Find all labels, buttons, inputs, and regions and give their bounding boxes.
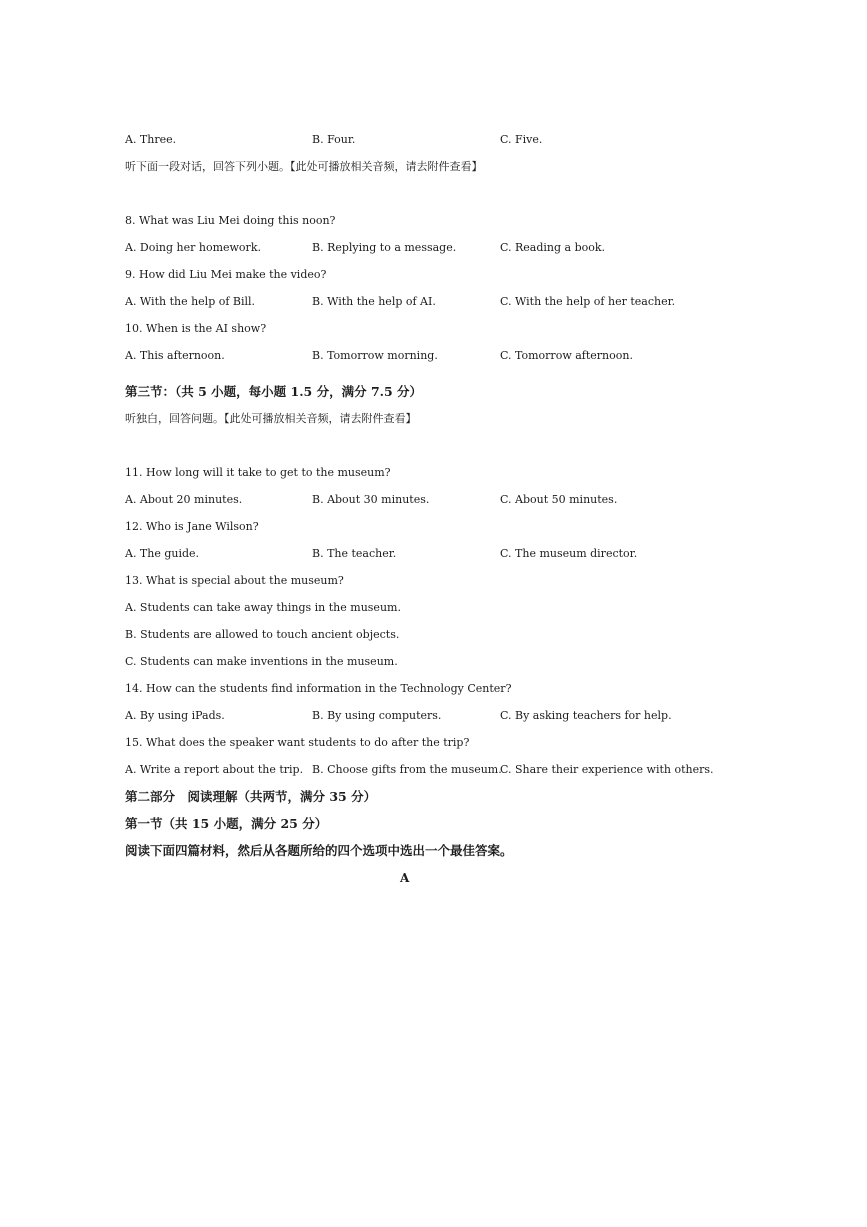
q14-option-a: A. By using iPads. bbox=[125, 709, 225, 722]
q15-option-a: A. Write a report about the trip. bbox=[125, 763, 304, 776]
q12-option-b: B. The teacher. bbox=[312, 547, 397, 560]
q12-option-c: C. The museum director. bbox=[500, 547, 638, 560]
q15-option-c: C. Share their experience with others. bbox=[500, 763, 714, 776]
q9-option-b: B. With the help of AI. bbox=[312, 295, 436, 308]
question-15: 15. What does the speaker want students to do after the trip? bbox=[125, 736, 470, 749]
reading-instruction: 阅读下面四篇材料，然后从各题所给的四个选项中选出一个最佳答案。 bbox=[125, 843, 513, 858]
question-14: 14. How can the students find information in the Technology Center? bbox=[125, 682, 512, 695]
q14-option-b: B. By using computers. bbox=[312, 709, 442, 722]
q9-option-a: A. With the help of Bill. bbox=[125, 295, 256, 308]
q13-option-a: A. Students can take away things in the museum. bbox=[125, 601, 401, 614]
q8-option-c: C. Reading a book. bbox=[500, 241, 606, 254]
section-3-heading: 第三节：（共 5 小题，每小题 1.5 分，满分 7.5 分） bbox=[125, 384, 423, 399]
q13-option-b: B. Students are allowed to touch ancient objects. bbox=[125, 628, 400, 641]
q14-option-c: C. By asking teachers for help. bbox=[500, 709, 672, 722]
question-11: 11. How long will it take to get to the museum? bbox=[125, 466, 391, 479]
dialogue-instruction: 听下面一段对话，回答下列小题。【此处可播放相关音频，请去附件查看】 bbox=[125, 160, 483, 173]
q9-option-c: C. With the help of her teacher. bbox=[500, 295, 676, 308]
q10-option-a: A. This afternoon. bbox=[125, 349, 225, 362]
q10-option-c: C. Tomorrow afternoon. bbox=[500, 349, 633, 362]
q11-option-b: B. About 30 minutes. bbox=[312, 493, 430, 506]
question-10: 10. When is the AI show? bbox=[125, 322, 267, 335]
option-b: B. Four. bbox=[312, 133, 356, 146]
question-12: 12. Who is Jane Wilson? bbox=[125, 520, 259, 533]
q12-option-a: A. The guide. bbox=[125, 547, 200, 560]
q11-option-a: A. About 20 minutes. bbox=[125, 493, 243, 506]
q10-option-b: B. Tomorrow morning. bbox=[312, 349, 438, 362]
q15-option-b: B. Choose gifts from the museum. bbox=[312, 763, 502, 776]
part-2-heading: 第二部分 阅读理解（共两节，满分 35 分） bbox=[125, 789, 377, 804]
part-2-section-1-heading: 第一节（共 15 小题，满分 25 分） bbox=[125, 816, 328, 831]
option-a: A. Three. bbox=[125, 133, 177, 146]
question-9: 9. How did Liu Mei make the video? bbox=[125, 268, 327, 281]
q8-option-a: A. Doing her homework. bbox=[125, 241, 261, 254]
q8-option-b: B. Replying to a message. bbox=[312, 241, 457, 254]
q11-option-c: C. About 50 minutes. bbox=[500, 493, 618, 506]
q13-option-c: C. Students can make inventions in the museum. bbox=[125, 655, 398, 668]
monologue-instruction: 听独白，回答问题。【此处可播放相关音频，请去附件查看】 bbox=[125, 412, 417, 425]
question-13: 13. What is special about the museum? bbox=[125, 574, 344, 587]
passage-label: A bbox=[400, 871, 410, 885]
question-8: 8. What was Liu Mei doing this noon? bbox=[125, 214, 336, 227]
option-c: C. Five. bbox=[500, 133, 543, 146]
